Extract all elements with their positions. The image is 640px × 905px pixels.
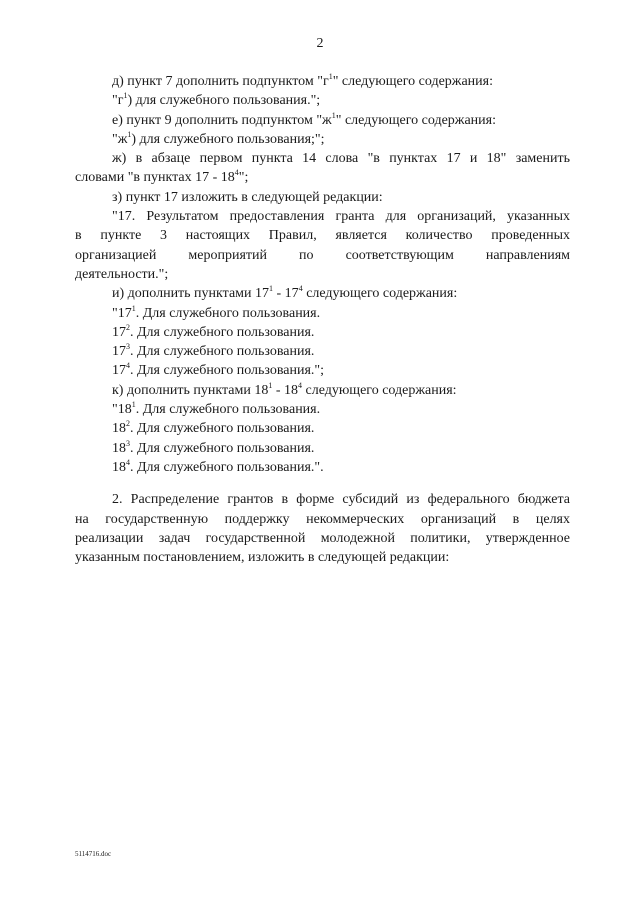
paragraph-gap (75, 477, 570, 490)
item-k: к) дополнить пунктами $18^1 - 18^4$ следующего содержания: (112, 380, 457, 398)
item-17-1: "$17^1$. Для служебного пользования. (112, 303, 321, 321)
page-number: 2 (316, 36, 324, 51)
item-18-2: $18^2$. Для служебного пользования. (112, 419, 315, 437)
item-g1: "$г^1$) для служебного пользования."; (112, 91, 321, 109)
item-zh-line1: ж) в абзаце первом пункта 14 слова "в пунктах 17 и 18" заменить (112, 151, 570, 167)
item-z: з) пункт 17 изложить в следующей редакции: (112, 189, 383, 205)
section-2-line3: реализации задач государственной молодежной политики, утвержденное (75, 530, 570, 546)
item-zh-line2: словами "в пунктах $17 - 18^4$"; (75, 168, 249, 186)
section-2-line1: 2. Распределение грантов в форме субсидий из федерального бюджета (112, 492, 570, 508)
item-i: и) дополнить пунктами $17^1 - 17^4$ следующего содержания: (112, 284, 458, 302)
file-name-footer: 5114716.doc (75, 850, 112, 858)
item-17-line2: в пункте 3 настоящих Правил, является количество проведенных (75, 228, 570, 244)
item-zh1: "$ж^1$) для служебного пользования;"; (112, 129, 325, 147)
item-17-4: $17^4$. Для служебного пользования."; (112, 361, 324, 379)
item-18-1: "$18^1$. Для служебного пользования. (112, 400, 321, 418)
item-17-line3: организацией мероприятий по соответствующим направлениям (75, 247, 570, 263)
item-d: д) пункт 7 дополнить подпунктом "$г^1$" следующего содержания: (112, 72, 493, 89)
item-18-3: $18^3$. Для служебного пользования. (112, 438, 315, 456)
item-17-2: $17^2$. Для служебного пользования. (112, 322, 315, 340)
item-17-3: $17^3$. Для служебного пользования. (112, 342, 315, 360)
document-body (75, 72, 570, 567)
item-18-4: $18^4$. Для служебного пользования.". (112, 457, 324, 475)
section-2-line2: на государственную поддержку некоммерческих организаций в целях (75, 511, 570, 527)
section-2-line4: указанным постановлением, изложить в следующей редакции: (75, 550, 450, 566)
item-e: е) пункт 9 дополнить подпунктом "$ж^1$" следующего содержания: (112, 110, 496, 128)
item-17-line1: "17. Результатом предоставления гранта для организаций, указанных (112, 209, 570, 225)
item-17-line4: деятельности."; (75, 266, 169, 282)
